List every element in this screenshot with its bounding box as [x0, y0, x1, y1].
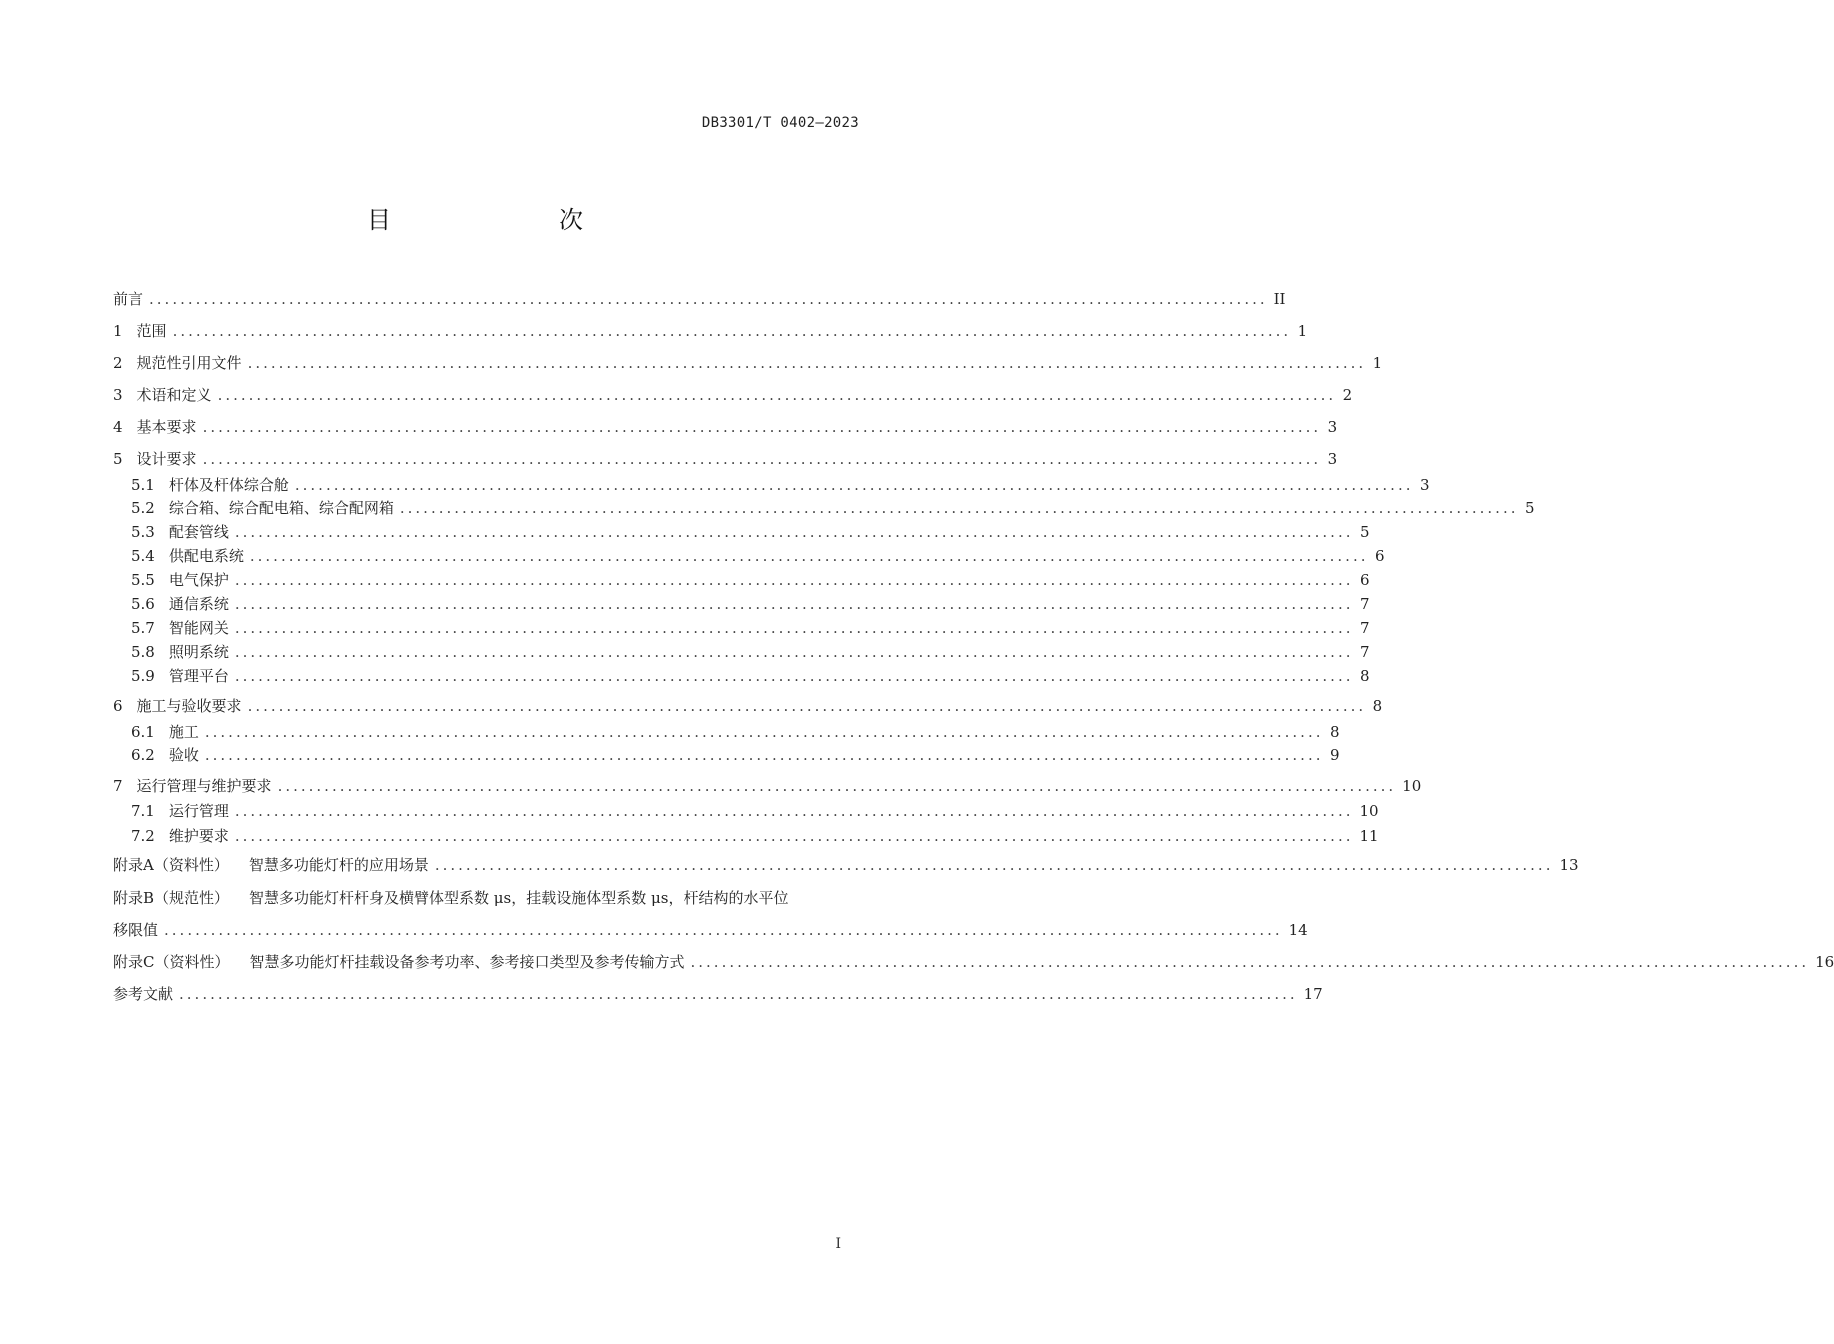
toc-entry-label: 智慧多功能灯杆挂载设备参考功率、参考接口类型及参考传输方式: [249, 953, 685, 971]
toc-entry-number: 7.2: [131, 827, 155, 845]
leader-dots: ................................................................................................................................................: [277, 777, 1397, 795]
toc-entry-page: 8: [1329, 723, 1340, 741]
toc-entry-number: 4: [113, 418, 123, 436]
toc-entry[interactable]: [113, 416, 1338, 438]
toc-subentry[interactable]: [131, 744, 1340, 766]
leader-dots: ................................................................................................................................................: [149, 290, 1268, 308]
toc-entry-label: 运行管理与维护要求: [136, 777, 272, 795]
leader-dots: ................................................................................................................................................: [247, 354, 1367, 372]
toc-entry-label: 照明系统: [168, 643, 229, 661]
leader-dots: ................................................................................................................................................: [234, 595, 1354, 613]
toc-entry-page: 10: [1359, 802, 1379, 820]
toc-entry-number: 5.4: [131, 547, 155, 565]
leader-dots: ................................................................................................................................................: [164, 921, 1283, 939]
toc-entry-number: 7.1: [131, 802, 155, 820]
toc-subentry[interactable]: [131, 641, 1370, 663]
toc-entry-page: 8: [1359, 667, 1370, 685]
toc-entry[interactable]: [113, 352, 1383, 374]
toc-entry-label: 管理平台: [168, 667, 229, 685]
toc-entry[interactable]: [113, 448, 1338, 470]
leader-dots: ................................................................................................................................................: [202, 450, 1322, 468]
toc-entry-label: 运行管理: [168, 802, 229, 820]
leader-dots: ................................................................................................................................................: [234, 619, 1354, 637]
toc-subentry[interactable]: [131, 545, 1385, 567]
toc-entry-number: 5.2: [131, 499, 155, 517]
toc-entry-page: 3: [1419, 476, 1430, 494]
toc-entry-page: 10: [1402, 777, 1422, 795]
toc-entry-page: 3: [1327, 450, 1338, 468]
leader-dots: ................................................................................................................................................: [399, 499, 1519, 517]
leader-dots: ................................................................................................................................................: [202, 418, 1322, 436]
leader-dots: ................................................................................................................................................: [294, 476, 1414, 494]
toc-entry-label: 综合箱、综合配电箱、综合配网箱: [168, 499, 394, 517]
toc-entry-number: 6.1: [131, 723, 155, 741]
toc-subentry[interactable]: [131, 617, 1370, 639]
toc-entry-page: 16: [1815, 953, 1834, 971]
page-number: I: [835, 1236, 841, 1252]
toc-entry-label: 维护要求: [168, 827, 229, 845]
leader-dots: ................................................................................................................................................: [249, 547, 1369, 565]
toc-entry[interactable]: [113, 983, 1323, 1005]
leader-dots: ................................................................................................................................................: [234, 827, 1354, 845]
toc-entry-page: 11: [1359, 827, 1379, 845]
toc-entry-page: 5: [1359, 523, 1370, 541]
leader-dots: ................................................................................................................................................: [234, 643, 1354, 661]
toc-entry-label: 供配电系统: [168, 547, 244, 565]
leader-dots: ................................................................................................................................................: [217, 386, 1337, 404]
toc-entry-page: 6: [1374, 547, 1385, 565]
leader-dots: ................................................................................................................................................: [690, 953, 1810, 971]
toc-entry-label: 通信系统: [168, 595, 229, 613]
toc-subentry[interactable]: [131, 474, 1430, 496]
toc-entry[interactable]: [113, 695, 1383, 717]
toc-entry-label: 电气保护: [168, 571, 229, 589]
toc-entry-label: 范围: [136, 322, 167, 340]
toc-appendix-entry[interactable]: [113, 854, 1579, 876]
toc-appendix-entry[interactable]: [113, 951, 1834, 973]
toc-entry-page: 7: [1359, 595, 1370, 613]
toc-entry[interactable]: [113, 288, 1286, 310]
toc-entry-page: 8: [1372, 697, 1383, 715]
toc-entry-page: 13: [1559, 856, 1579, 874]
toc-entry-page: 1: [1372, 354, 1383, 372]
toc-entry-number: 2: [113, 354, 123, 372]
toc-entry-label: 验收: [168, 746, 199, 764]
leader-dots: ................................................................................................................................................: [234, 523, 1354, 541]
leader-dots: ................................................................................................................................................: [179, 985, 1298, 1003]
toc-entry-page: 9: [1329, 746, 1340, 764]
toc-entry-page: 7: [1359, 619, 1370, 637]
toc-appendix-entry-continued[interactable]: [113, 919, 1308, 941]
toc-entry-label: 基本要求: [136, 418, 197, 436]
toc-entry-page: 7: [1359, 643, 1370, 661]
toc-entry-page: 2: [1342, 386, 1353, 404]
toc-entry-number: 5.6: [131, 595, 155, 613]
toc-entry-number: 5.1: [131, 476, 155, 494]
toc-entry-page: 14: [1288, 921, 1308, 939]
toc-entry-label: 规范性引用文件: [136, 354, 242, 372]
toc-entry-number: 5.5: [131, 571, 155, 589]
leader-dots: ................................................................................................................................................: [172, 322, 1292, 340]
toc-entry-number: 5.9: [131, 667, 155, 685]
toc-entry-number: 附录C（资料性）: [113, 953, 230, 971]
toc-entry-page: II: [1273, 290, 1286, 308]
toc-entry-number: 7: [113, 777, 123, 795]
toc-entry[interactable]: [113, 320, 1308, 342]
leader-dots: ................................................................................................................................................: [434, 856, 1554, 874]
toc-entry-label: 术语和定义: [136, 386, 212, 404]
toc-entry-number: 3: [113, 386, 123, 404]
toc-entry-number: 6: [113, 697, 123, 715]
toc-subentry[interactable]: [131, 569, 1370, 591]
toc-entry[interactable]: [113, 775, 1422, 797]
toc-entry-label: 智慧多功能灯杆的应用场景: [248, 856, 429, 874]
toc-entry-page: 17: [1303, 985, 1323, 1003]
toc-subentry[interactable]: [131, 497, 1535, 519]
toc-entry-label: 智慧多功能灯杆杆身及横臂体型系数 μs，挂载设施体型系数 μs，杆结构的水平位: [249, 889, 789, 907]
toc-subentry[interactable]: [131, 593, 1370, 615]
toc-entry-label: 前言: [113, 290, 144, 308]
toc-subentry[interactable]: [131, 825, 1379, 847]
toc-entry-number: 6.2: [131, 746, 155, 764]
toc-entry-number: 5.8: [131, 643, 155, 661]
toc-entry-label: 杆体及杆体综合舱: [168, 476, 289, 494]
page-title: 目 次: [367, 206, 623, 234]
toc-entry-label: 移限值: [113, 921, 159, 939]
toc-entry-number: 1: [113, 322, 123, 340]
toc-entry-number: 5: [113, 450, 123, 468]
toc-appendix-entry[interactable]: [113, 887, 858, 909]
toc-entry-page: 1: [1297, 322, 1308, 340]
toc-entry-number: 附录A（资料性）: [113, 856, 229, 874]
leader-dots: ................................................................................................................................................: [204, 723, 1324, 741]
leader-dots: ................................................................................................................................................: [204, 746, 1324, 764]
toc-entry-label: 施工与验收要求: [136, 697, 242, 715]
toc-entry-number: 5.7: [131, 619, 155, 637]
toc-subentry[interactable]: [131, 721, 1340, 743]
toc-subentry[interactable]: [131, 800, 1379, 822]
leader-dots: ................................................................................................................................................: [247, 697, 1367, 715]
toc-entry-label: 参考文献: [113, 985, 174, 1003]
leader-dots: ................................................................................................................................................: [234, 667, 1354, 685]
toc-entry-number: 5.3: [131, 523, 155, 541]
toc-entry-label: 智能网关: [168, 619, 229, 637]
toc-entry-page: 5: [1524, 499, 1535, 517]
document-code: DB3301/T 0402—2023: [701, 115, 859, 131]
toc-subentry[interactable]: [131, 665, 1370, 687]
toc-entry-page: 3: [1327, 418, 1338, 436]
toc-entry-label: 施工: [168, 723, 199, 741]
toc-entry-label: 设计要求: [136, 450, 197, 468]
toc-entry-label: 配套管线: [168, 523, 229, 541]
leader-dots: ................................................................................................................................................: [234, 571, 1354, 589]
toc-entry-number: 附录B（规范性）: [113, 889, 230, 907]
toc-entry[interactable]: [113, 384, 1353, 406]
toc-subentry[interactable]: [131, 521, 1370, 543]
leader-dots: ................................................................................................................................................: [234, 802, 1354, 820]
toc-entry-page: 6: [1359, 571, 1370, 589]
